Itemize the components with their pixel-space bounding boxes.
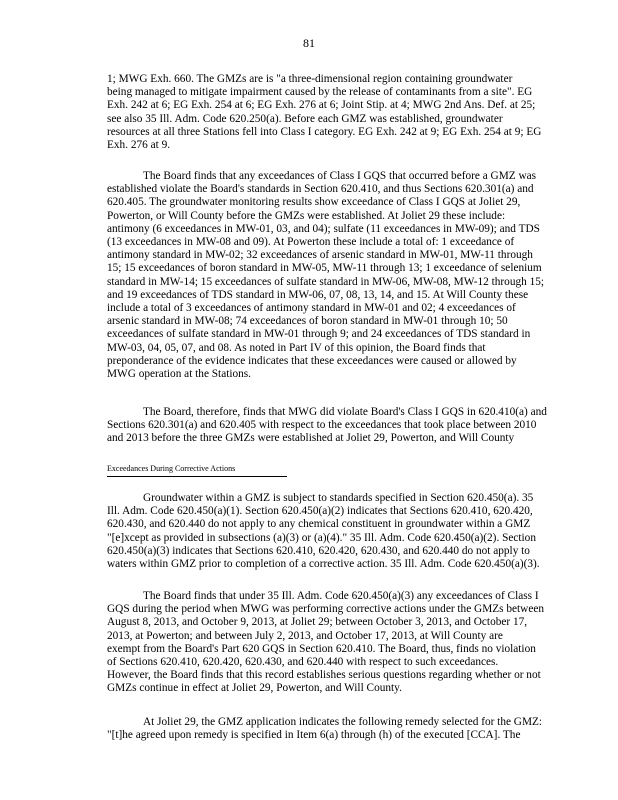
text-line: "[e]xcept as provided in subsections (a)(3) or (a)(4)." 35 Ill. Adm. Code 620.450(a)(2). Section [107, 531, 536, 544]
text-line: being managed to mitigate impairment caused by the release of contaminants from a site". EG [107, 86, 533, 99]
text-line: and 2013 before the three GMZs were established at Joliet 29, Powerton, and Will County [107, 432, 515, 445]
text-line: 15; 15 exceedances of boron standard in MW-05, MW-11 through 13; 1 exceedance of selenium [107, 262, 542, 275]
paragraph-2 [107, 170, 545, 381]
text-line: GQS during the period when MWG was performing corrective actions under the GMZs between [107, 603, 545, 616]
text-line: At Joliet 29, the GMZ application indicates the following remedy selected for the GMZ: [143, 716, 543, 728]
text-line: Sections 620.301(a) and 620.405 with respect to the exceedances that took place between 2010 [107, 419, 537, 432]
text-line: Exh. 276 at 9. [107, 139, 171, 152]
text-line: antimony standard in MW-02; 32 exceedances of arsenic standard in MW-01, MW-11 through [107, 249, 533, 262]
text-line: standard in MW-14; 15 exceedances of sulfate standard in MW-06, MW-08, MW-12 through 15; [107, 275, 545, 288]
text-line: 2013, at Powerton; and between July 2, 2013, and October 17, 2013, at Will County are [107, 629, 503, 642]
text-line: MW-03, 04, 05, 07, and 08. As noted in Part IV of this opinion, the Board finds that [107, 341, 486, 354]
text-line: The Board finds that any exceedances of Class I GQS that occurred before a GMZ was [143, 170, 537, 182]
paragraph-1 [107, 73, 542, 152]
text-line: "[t]he agreed upon remedy is specified in Item 6(a) through (h) of the executed [CCA]. The [107, 729, 521, 742]
text-line: 620.450(a)(3) indicates that Sections 620.410, 620.420, 620.430, and 620.440 do not apply to [107, 544, 530, 557]
text-line: (13 exceedances in MW-08 and 09). At Powerton these include a total of: 1 exceedance of [107, 236, 515, 249]
text-line: 620.405. The groundwater monitoring results show exceedance of Class I GQS at Joliet 29, [107, 196, 521, 209]
text-line: However, the Board finds that this record establishes serious questions regarding whether or not [107, 669, 541, 682]
page-number: 81 [303, 36, 315, 50]
text-line: The Board finds that under 35 Ill. Adm. Code 620.450(a)(3) any exceedances of Class I [143, 590, 539, 602]
text-line: established violate the Board's standards in Section 620.410, and thus Sections 620.301(a) and [107, 183, 534, 196]
text-line: and 19 exceedances of TDS standard in MW-06, 07, 08, 13, 14, and 15. At Will County these [107, 288, 529, 301]
section-heading: Exceedances During Corrective Actions [107, 464, 287, 477]
text-line: MWG operation at the Stations. [107, 368, 252, 381]
text-line: include a total of 3 exceedances of antimony standard in MW-01 and 02; 4 exceedances of [107, 302, 516, 315]
text-line: of Sections 620.410, 620.420, 620.430, and 620.440 with respect to such exceedances. [107, 656, 499, 669]
text-line: exempt from the Board's Part 620 GQS in Section 620.410. The Board, thus, finds no violation [107, 642, 536, 655]
text-line: arsenic standard in MW-08; 74 exceedances of boron standard in MW-01 through 10; 50 [107, 315, 508, 328]
text-line: waters within GMZ prior to completion of a corrective action. 35 Ill. Adm. Code 620.450(a)(3). [107, 558, 540, 571]
text-line: GMZs continue in effect at Joliet 29, Powerton, and Will County. [107, 682, 402, 695]
text-line: resources at all three Stations fell into Class I category. EG Exh. 242 at 9; EG Exh. 254 at 9; EG [107, 125, 542, 138]
text-line: Groundwater within a GMZ is subject to standards specified in Section 620.450(a). 35 [143, 492, 534, 504]
text-line: Ill. Adm. Code 620.450(a)(1). Section 620.450(a)(2) indicates that Sections 620.410, 620.420, [107, 505, 533, 518]
text-line: preponderance of the evidence indicates that these exceedances were caused or allowed by [107, 354, 517, 367]
text-line: 1; MWG Exh. 660. The GMZs are is "a three-dimensional region containing groundwater [107, 73, 513, 85]
paragraph-3 [107, 406, 547, 446]
text-line: August 8, 2013, and October 9, 2013, at Joliet 29; between October 3, 2013, and October 17, [107, 616, 528, 629]
text-line: see also 35 Ill. Adm. Code 620.250(a). Before each GMZ was established, groundwater [107, 112, 503, 125]
text-line: 620.430, and 620.440 do not apply to any chemical constituent in groundwater within a GMZ [107, 518, 531, 531]
text-line: antimony (6 exceedances in MW-01, 03, and 04); sulfate (11 exceedances in MW-09); and TDS [107, 222, 540, 235]
text-line: Exh. 242 at 6; EG Exh. 254 at 6; EG Exh. 276 at 6; Joint Stip. at 4; MWG 2nd Ans. Def. at 25; [107, 99, 536, 112]
text-line: The Board, therefore, finds that MWG did violate Board's Class I GQS in 620.410(a) and [143, 406, 547, 418]
paragraph-4 [107, 492, 540, 571]
text-line: Powerton, or Will County before the GMZs were established. At Joliet 29 these include: [107, 209, 506, 222]
paragraph-6 [107, 716, 543, 742]
text-line: exceedances of sulfate standard in MW-01 through 9; and 24 exceedances of TDS standard in [107, 328, 531, 341]
paragraph-5 [107, 590, 545, 696]
